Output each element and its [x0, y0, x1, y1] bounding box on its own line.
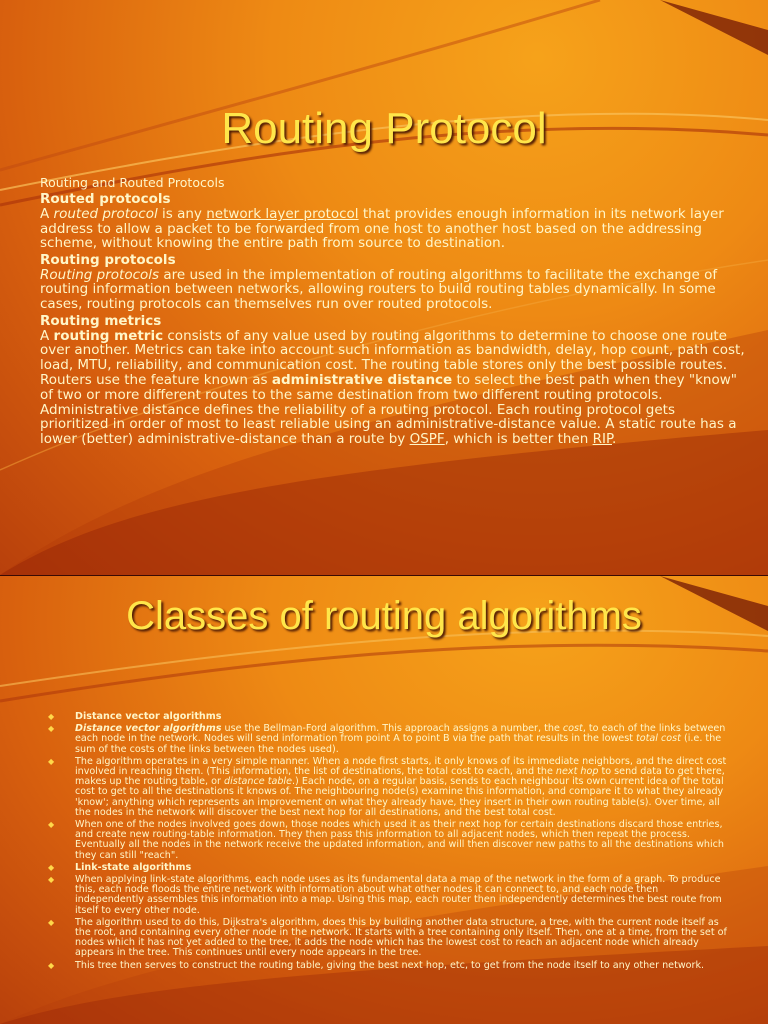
text: to send data to get there, makes up the routing table, or: [75, 766, 725, 788]
text: are used in the implementation of routing algorithms to facilitate the exchange of routing information between networks, allowing routers to build routing tables dynamically. In some cases, routing protocols can themselves run over routed protocols.: [40, 266, 718, 312]
bullet-icon: ◆: [48, 917, 55, 927]
heading-routed-protocols: Routed protocols: [40, 191, 171, 207]
bullet-heading: Distance vector algorithms: [75, 711, 222, 722]
text: consists of any value used by routing algorithms to determine to choose one route over another. Metrics can take into account such information as bandwidth, delay, hop count, path cost, load, MTU, reliability, and communication cost. The routing table stores only the best possible routes.: [40, 327, 745, 373]
bullet-heading: Link-state algorithms: [75, 861, 192, 873]
text: This tree then serves to construct the routing table, giving the best next hop, etc, to get from the node itself to any other network.: [75, 959, 705, 971]
term-routed-protocol: routed protocol: [53, 206, 158, 222]
paragraph-routing-protocols: [40, 268, 745, 312]
bullet-list: [48, 712, 728, 973]
text: Routers use the feature known as: [40, 372, 272, 389]
list-item: [48, 712, 728, 722]
list-item: [48, 875, 728, 916]
text: .: [612, 430, 617, 447]
text: that provides enough information in its network layer address to allow a packet to be forwarded from one host to another host based on the addressing scheme, without knowing the entire path from source to destination.: [40, 206, 724, 252]
heading-routing-protocols: Routing protocols: [40, 251, 176, 268]
text: A: [40, 327, 54, 344]
term-routing-metric: routing metric: [53, 327, 164, 344]
list-item: [48, 757, 728, 818]
term-next-hop: next hop: [555, 766, 599, 778]
text: When applying link-state algorithms, each node uses as its fundamental data a map of the network in the form of a graph. To produce this, each node floods the entire network with information about what other nodes it can connect to, and each node then independently assembles this information into a map. Using this map, each router then independently determines the best route from itself to every other node.: [75, 874, 722, 916]
term-administrative-distance: administrative distance: [271, 372, 453, 389]
bullet-icon: ◆: [48, 756, 55, 766]
text: A: [40, 206, 54, 222]
slide-classes-of-routing-algorithms: [0, 576, 768, 1024]
bullet-icon: ◆: [48, 712, 55, 721]
bullet-icon: ◆: [48, 862, 55, 872]
text: use the Bellman-Ford algorithm. This approach assigns a number, the: [221, 723, 563, 735]
paragraph-routed-protocols: [40, 207, 745, 251]
text: , to each of the links between each node in the network. Nodes will send information from point A to point B via the path that results in the lowest: [75, 723, 726, 745]
bullet-icon: ◆: [48, 724, 55, 734]
term-distance-table: distance table: [224, 776, 292, 788]
list-item: [48, 918, 728, 959]
subtitle: Routing and Routed Protocols: [40, 175, 225, 190]
term-distance-vector: Distance vector algorithms: [75, 723, 222, 735]
slide-body: [40, 175, 745, 446]
paragraph-routing-metrics: [40, 329, 745, 373]
link-network-layer-protocol[interactable]: network layer protocol: [206, 206, 359, 222]
link-rip[interactable]: RIP: [592, 430, 612, 447]
list-item: [48, 820, 728, 861]
term-cost: cost: [562, 723, 583, 735]
list-item: [48, 724, 728, 755]
term-routing-protocols: Routing protocols: [40, 266, 160, 283]
heading-routing-metrics: Routing metrics: [40, 312, 162, 329]
text: (i.e. the sum of the costs of the links between the nodes used).: [75, 733, 722, 755]
bullet-icon: ◆: [48, 820, 55, 830]
paragraph-administrative-distance: [40, 373, 745, 446]
text: The algorithm operates in a very simple manner. When a node first starts, it only knows of its immediate neighbors, and the direct cost involved in reaching them. (This information, the list of destinations, the total cost to each, and the: [75, 755, 727, 778]
text: .) Each node, on a regular basis, sends to each neighbour its own current idea of the total cost to get to all the destinations it knows of. The neighbouring node(s) examine this information, and compare it to what they already 'know'; anything which represents an improvement on what they already have, they insert in their own routing table(s). Over time, all the nodes in the network will discover the best next hop for all destinations, and the best total cost.: [75, 776, 724, 818]
text: to select the best path when they "know" of two or more different routes to the same destination from two different routing protocols. Administrative distance defines the reliability of a routing protocol. Each routing protocol gets prioritized in order of most to least reliable using an administrative-distance value. A static route has a lower (better) administrative-distance than a route by: [40, 372, 737, 447]
bullet-icon: ◆: [48, 960, 55, 970]
bullet-icon: ◆: [48, 875, 55, 885]
text: , which is better then: [444, 430, 593, 447]
link-ospf[interactable]: OSPF: [409, 430, 445, 447]
text: is any: [157, 206, 207, 222]
slide-title: Classes of routing algorithms: [126, 594, 642, 638]
term-total-cost: total cost: [636, 733, 681, 745]
list-item: [48, 961, 728, 971]
text: The algorithm used to do this, Dijkstra's algorithm, does this by building another data structure, a tree, with the current node itself as the root, and containing every other node in the network. It starts with a tree containing only itself. Then, one at a time, from the set of nodes which it has not yet added to the tree, it adds the node which has the lowest cost to reach an adjacent node which already appears in the tree. This continues until every node appears in the tree.: [75, 916, 727, 959]
text: When one of the nodes involved goes down, those nodes which used it as their next hop for certain destinations discard those entries, and create new routing-table information. They then pass this information to all adjacent nodes, which then repeat the process. Eventually all the nodes in the network receive the updated information, and will then discover new paths to all the destinations which they can still "reach".: [75, 819, 725, 861]
slide-title: Routing Protocol: [221, 104, 547, 153]
list-item: [48, 863, 728, 873]
